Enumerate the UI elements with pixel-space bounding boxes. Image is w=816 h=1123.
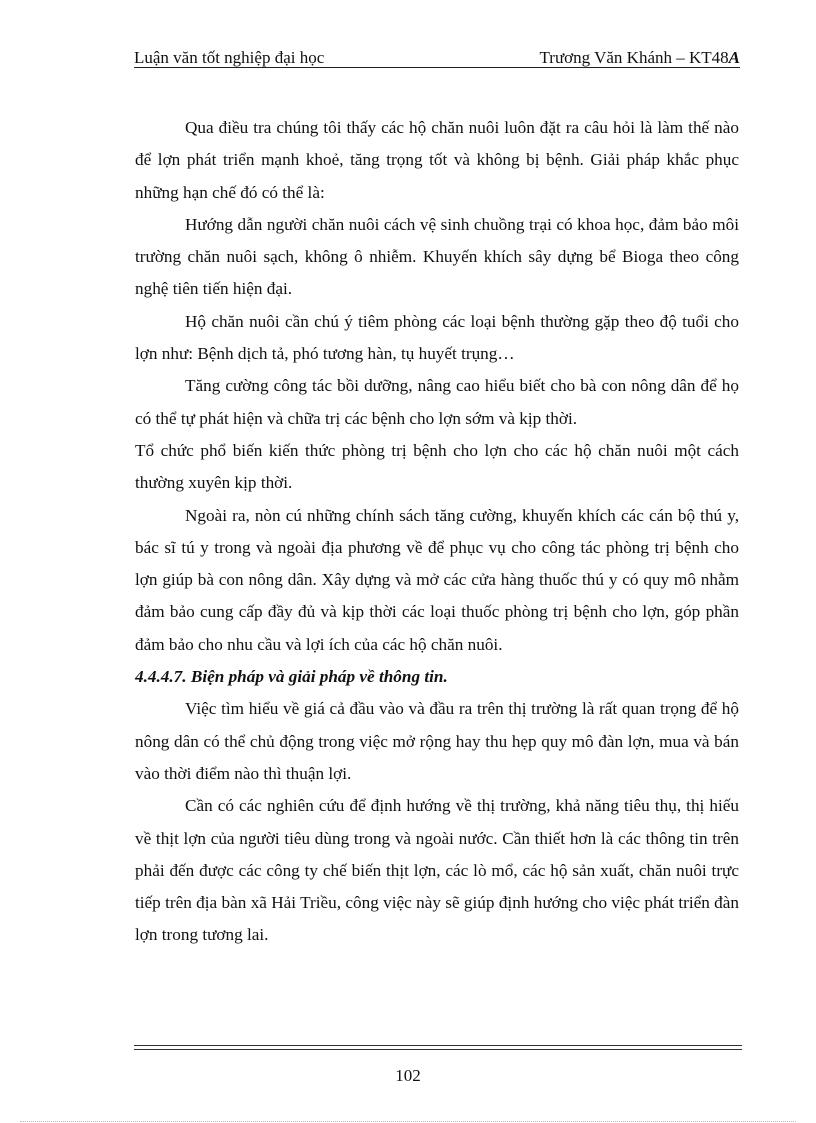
header-class-suffix: A (728, 48, 740, 67)
header-author-name: Trương Văn Khánh – KT48 (539, 48, 729, 67)
header-thesis-title: Luận văn tốt nghiệp đại học (134, 48, 325, 67)
footer-rule-bottom (134, 1049, 742, 1050)
paragraph-market-prices: Việc tìm hiểu về giá cả đầu vào và đầu ra trên thị trường là rất quan trọng để hộ nông dân có thể chủ động trong việc mở rộng hay thu hẹp quy mô đàn lợn, mua và bán vào thời điểm nào thì thuận lợi. (135, 699, 739, 783)
paragraph-vaccination: Hộ chăn nuôi cần chú ý tiêm phòng các loại bệnh thường gặp theo độ tuổi cho lợn như: Bệnh dịch tả, phó tương hàn, tụ huyết trụng… (135, 311, 739, 364)
paragraph-knowledge: Tổ chức phổ biến kiến thức phòng trị bệnh cho lợn cho các hộ chăn nuôi một cách thường xuyên kịp thời. (135, 440, 739, 493)
header-author (540, 48, 741, 68)
paragraph-market-research: Cần có các nghiên cứu để định hướng về thị trường, khả năng tiêu thụ, thị hiếu về thịt lợn của người tiêu dùng trong và ngoài nước. Cần thiết hơn là các thông tin trên phải đến được các công ty chế biến thịt lợn, các lò mổ, các hộ sản xuất, chăn nuôi trực tiếp trên địa bàn xã Hải Triều, công việc này sẽ giúp định hướng cho việc phát triển đàn lợn trong tương lai. (135, 796, 739, 945)
paragraph-survey: Qua điều tra chúng tôi thấy các hộ chăn nuôi luôn đặt ra câu hỏi là làm thế nào để lợn phát triển mạnh khoẻ, tăng trọng tốt và không bị bệnh. Giải pháp khắc phục những hạn chế đó có thể là: (135, 118, 739, 202)
footer-rule-top (134, 1045, 742, 1046)
paragraph-veterinary: Ngoài ra, nòn cú những chính sách tăng cường, khuyến khích các cán bộ thú y, bác sĩ tú y trong và ngoài địa phương về để phục vụ cho công tác phòng trị bệnh cho lợn giúp bà con nông dân. Xây dựng và mở các cửa hàng thuốc thú y có quy mô nhằm đảm bảo cung cấp đầy đủ và kịp thời các loại thuốc phòng trị bệnh cho lợn, góp phần đảm bảo cho nhu cầu và lợi ích của các hộ chăn nuôi. (135, 505, 739, 654)
paragraph-training: Tăng cường công tác bồi dưỡng, nâng cao hiểu biết cho bà con nông dân để họ có thể tự phát hiện và chữa trị các bệnh cho lợn sớm và kịp thời. (135, 376, 739, 428)
page-number: 102 (395, 1066, 421, 1085)
paragraph-hygiene: Hướng dẫn người chăn nuôi cách vệ sinh chuồng trại có khoa học, đảm bảo môi trường chăn nuôi sạch, không ô nhiễm. Khuyến khích sây dựng bể Bioga theo công nghệ tiên tiến hiện đại. (135, 214, 739, 299)
body-text (135, 112, 739, 952)
header-rule (134, 67, 740, 68)
page-edge-divider (20, 1121, 796, 1122)
section-heading: 4.4.4.7. Biện pháp và giải pháp về thông tin. (135, 667, 448, 687)
